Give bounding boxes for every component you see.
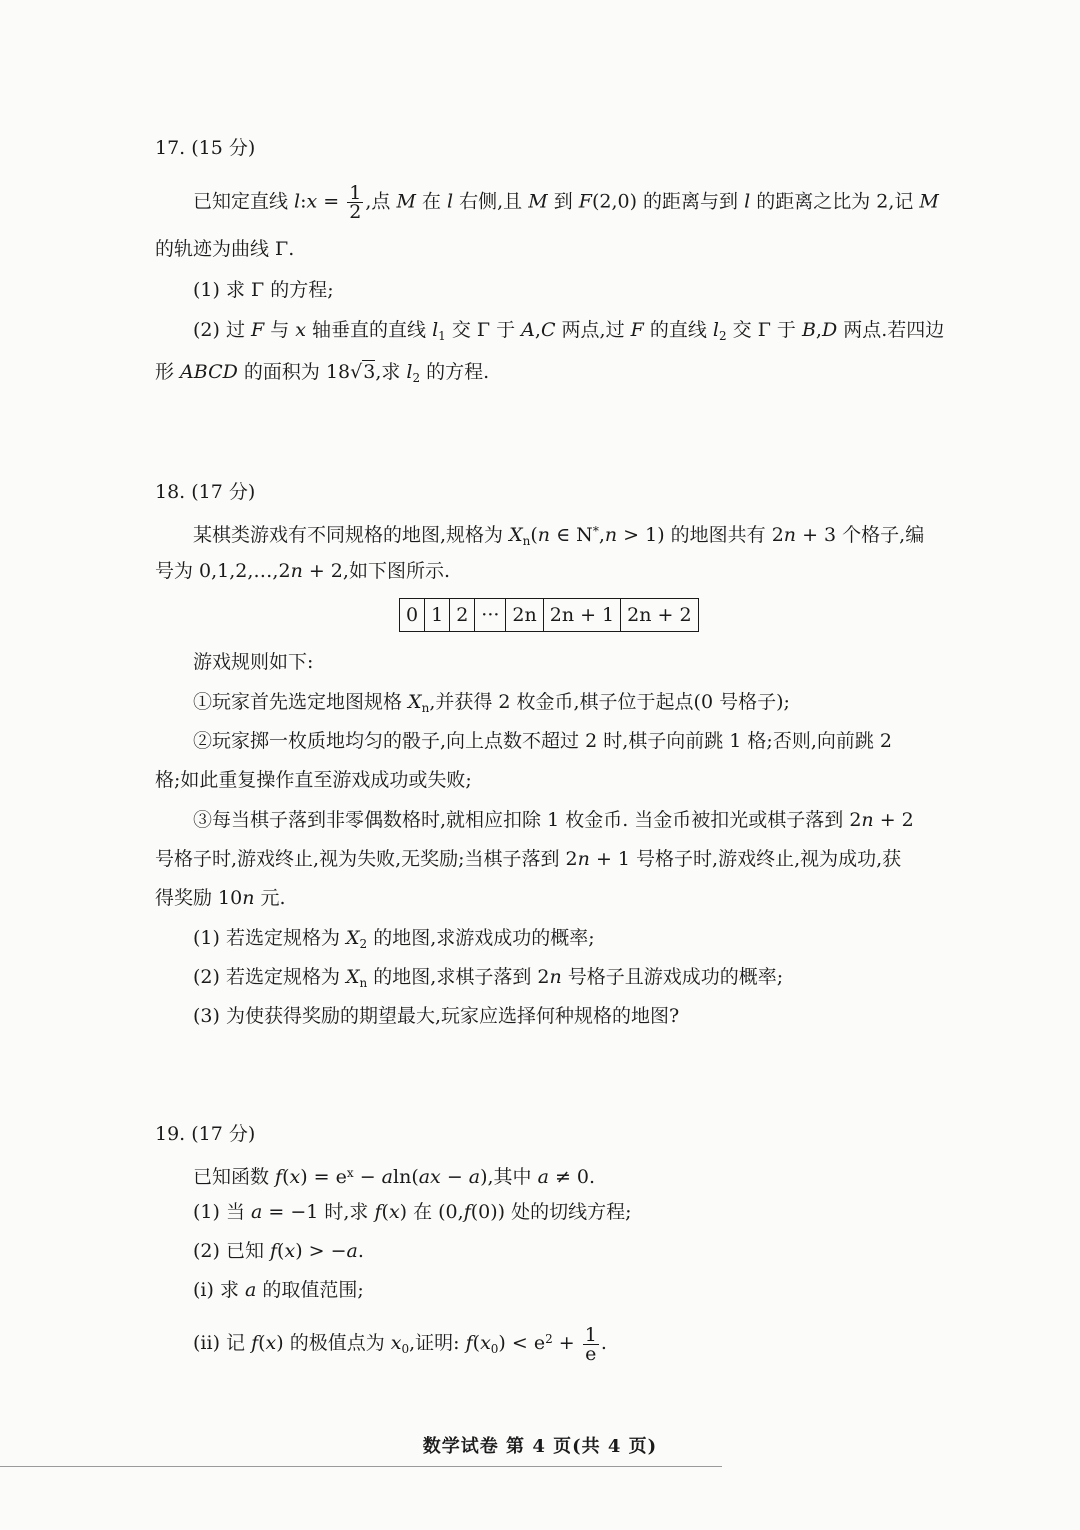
fraction-one-over-e: $\frac{1}{e}$ bbox=[584, 1323, 597, 1365]
board-cell: 1 bbox=[425, 599, 450, 632]
board-cell: ··· bbox=[475, 599, 506, 632]
q17-stem-line1: 已知定直线 l:x = $\frac{1}{2}$ ,点 M 在 l 右侧,且 M 到 F(2,0) 的距离与到 l 的距离之比为 2,记 M bbox=[193, 182, 939, 223]
q18-rule3-line3: 得奖励 10n 元. bbox=[155, 887, 286, 909]
q18-rule1: ①玩家首先选定地图规格 $X_n$,并获得 2 枚金币,棋子位于起点(0 号格子); bbox=[193, 691, 790, 715]
board-cell: 2n bbox=[506, 599, 543, 632]
board-cell: 0 bbox=[400, 599, 425, 632]
q18-rule2-line1: ②玩家掷一枚质地均匀的骰子,向上点数不超过 2 时,棋子向前跳 1 格;否则,向前跳 2 bbox=[193, 730, 892, 752]
q18-stem-line2: 号为 0,1,2,…,2n + 2,如下图所示. bbox=[155, 560, 450, 582]
board-cell: 2 bbox=[450, 599, 475, 632]
q17-part2-line2: 形 ABCD 的面积为 18√3,求 $l_2$ 的方程. bbox=[155, 361, 490, 385]
q18-part2: (2) 若选定规格为 $X_n$ 的地图,求棋子落到 2n 号格子且游戏成功的概率; bbox=[193, 966, 784, 990]
q18-rules-title: 游戏规则如下: bbox=[193, 651, 314, 673]
board-cells-table bbox=[399, 598, 699, 632]
q18-header: 18. (17 分) bbox=[155, 481, 256, 503]
q19-part2-i: (i) 求 a 的取值范围; bbox=[193, 1279, 364, 1301]
fraction-one-half: $\frac{1}{2}$ bbox=[349, 182, 362, 223]
q18-rule3-line1: ③每当棋子落到非零偶数格时,就相应扣除 1 枚金币. 当金币被扣光或棋子落到 2n + 2 bbox=[193, 809, 914, 831]
q19-part2-ii: (ii) 记 f(x) 的极值点为 $x_0$,证明: $f(x_0) < e^2$ + $\frac{1}{e}$ . bbox=[193, 1323, 607, 1365]
q18-stem-line1: 某棋类游戏有不同规格的地图,规格为 $X_n(n$ ∈ N*,n > 1) 的地图共有 2n + 3 个格子,编 bbox=[193, 524, 925, 548]
q19-part2: (2) 已知 f(x) > −a. bbox=[193, 1240, 364, 1262]
q19-stem: 已知函数 $f(x) = e^x - aln(ax - a)$,其中 a ≠ 0. bbox=[193, 1166, 596, 1188]
q17-part2-line1: (2) 过 F 与 x 轴垂直的直线 $l_1$ 交 Γ 于 A,C 两点,过 F 的直线 $l_2$ 交 Γ 于 B,D 两点.若四边 bbox=[193, 319, 945, 343]
q17-header: 17. (15 分) bbox=[155, 137, 256, 159]
footer-divider bbox=[0, 1466, 722, 1467]
page-footer: 数学试卷 第 4 页(共 4 页) bbox=[422, 1436, 658, 1457]
q17-stem-line2: 的轨迹为曲线 Γ. bbox=[155, 238, 295, 260]
q18-rule2-line2: 格;如此重复操作直至游戏成功或失败; bbox=[155, 769, 472, 791]
board-cell: 2n + 2 bbox=[621, 599, 698, 632]
q17-part1: (1) 求 Γ 的方程; bbox=[193, 279, 334, 301]
q19-part1: (1) 当 a = −1 时,求 f(x) 在 (0,f(0)) 处的切线方程; bbox=[193, 1201, 632, 1223]
board-cell: 2n + 1 bbox=[543, 599, 620, 632]
q18-rule3-line2: 号格子时,游戏终止,视为失败,无奖励;当棋子落到 2n + 1 号格子时,游戏终止,视为成功,获 bbox=[155, 848, 902, 870]
q18-part1: (1) 若选定规格为 $X_2$ 的地图,求游戏成功的概率; bbox=[193, 927, 595, 951]
q19-header: 19. (17 分) bbox=[155, 1123, 256, 1145]
q18-part3: (3) 为使获得奖励的期望最大,玩家应选择何种规格的地图? bbox=[193, 1005, 680, 1027]
